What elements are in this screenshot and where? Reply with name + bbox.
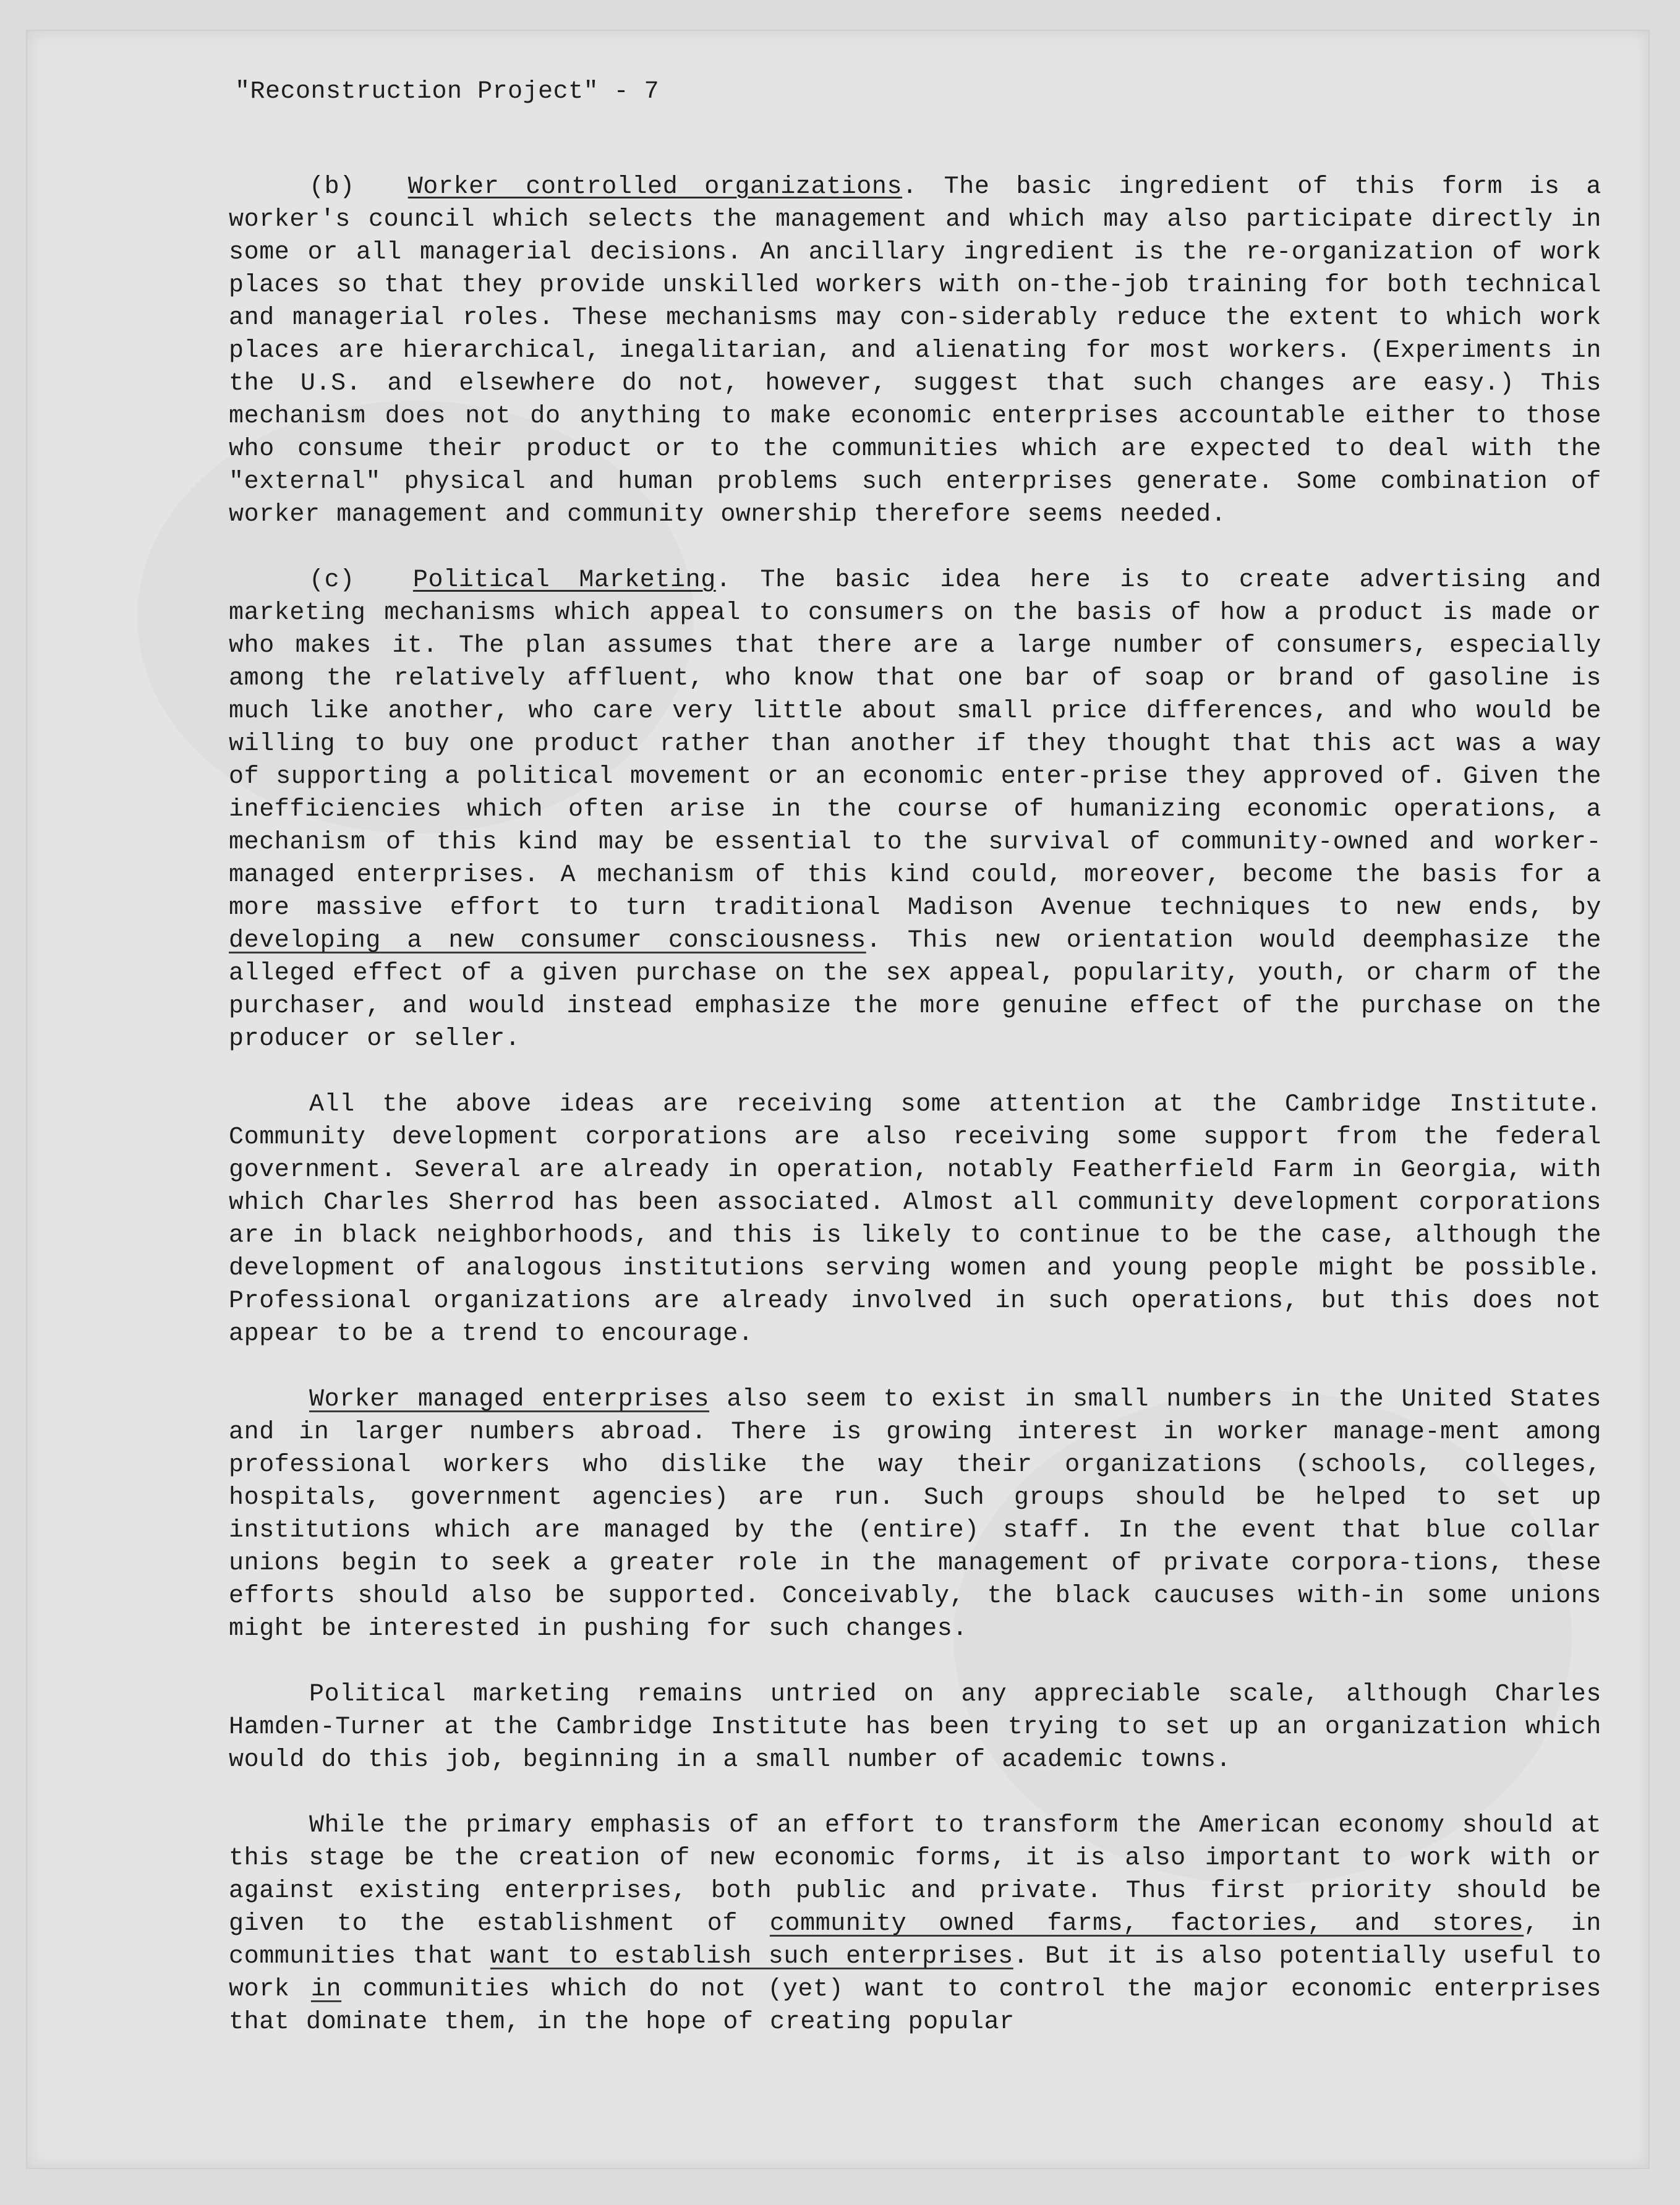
paragraph-text: , in communities that: [229, 1910, 1602, 1971]
paragraph-text: . But it is also potentially useful to work: [229, 1943, 1601, 2003]
paragraph-text: Political marketing remains untried on any appreciable scale, although Charles Hamden-Turner at the Cambridge Institute has been trying to set up an organization which would do this job, beginning in a small number of academic towns.: [229, 1681, 1601, 1774]
paragraph-above-ideas: [229, 1088, 1601, 1350]
handwritten-underline-text: community owned farms, factories, and stores: [769, 1910, 1524, 1938]
paragraph-text: . This new orientation would deemphasize the alleged effect of a given purchase on the sex appeal, popularity, youth, or charm of the purchaser, and would instead emphasize the more genuine effect of the purchase on the producer or seller.: [229, 927, 1601, 1053]
section-heading: Worker controlled organizations: [407, 173, 903, 201]
paragraph-text: communities which do not (yet) want to control the major economic enterprises that dominate them, in the hope of creating popular: [229, 1976, 1601, 2036]
handwritten-underline-text: developing a new consumer consciousness: [229, 927, 866, 955]
paragraph-marker: (b): [309, 173, 355, 201]
handwritten-underline-text: in: [310, 1976, 342, 2003]
paragraph-text: While the primary emphasis of an effort to transform the American economy should at this stage be the creation of new economic forms, it is also important to work with or against existing enterprises, both public and private. Thus first priority should be given to the establishment of: [229, 1812, 1601, 1938]
paragraph-primary-emphasis: [229, 1809, 1601, 2039]
handwritten-underline-text: Worker managed enterprises: [309, 1386, 710, 1414]
paragraph-worker-managed: [229, 1383, 1601, 1645]
document-page: [26, 30, 1650, 2169]
document-body: [229, 171, 1601, 2039]
paragraph-text: . The basic ingredient of this form is a worker's council which selects the management and which may also participate directly in some or all managerial decisions. An ancillary ingredient is the re-organization of work places so that they provide unskilled workers with on-the-job training for both technical and managerial roles. These mechanisms may con-siderably reduce the extent to which work places are hierarchical, inegalitarian, and alienating for most workers. (Experiments in the U.S. and elsewhere do not, however, suggest that such changes are easy.) This mechanism does not do anything to make economic enterprises accountable either to those who consume their product or to the communities which are expected to deal with the "external" physical and human problems such enterprises generate. Some combination of worker management and community ownership therefore seems needed.: [229, 173, 1601, 529]
paragraph-political-marketing-def: [229, 564, 1601, 1056]
handwritten-underline-text: want to establish such enterprises: [490, 1943, 1013, 1971]
paragraph-marker: (c): [309, 566, 355, 594]
paragraph-political-marketing: [229, 1678, 1601, 1776]
paragraph-text: All the above ideas are receiving some attention at the Cambridge Institute. Community development corporations are also receiving some support from the federal government. Several are already in operation, notably Featherfield Farm in Georgia, with which Charles Sherrod has been associated. Almost all community development corporations are in black neighborhoods, and this is likely to continue to be the case, although the development of analogous institutions serving women and young people might be possible. Professional organizations are already involved in such operations, but this does not appear to be a trend to encourage.: [229, 1091, 1601, 1348]
paragraph-text: . The basic idea here is to create advertising and marketing mechanisms which appeal to consumers on the basis of how a product is made or who makes it. The plan assumes that there are a large number of consumers, especially among the relatively affluent, who know that one bar of soap or brand of gasoline is much like another, who care very little about small price differences, and who would be willing to buy one product rather than another if they thought that this act was a way of supporting a political movement or an economic enter-prise they approved of. Given the inefficiencies which often arise in the course of humanizing economic operations, a mechanism of this kind may be essential to the survival of community-owned and worker-managed enterprises. A mechanism of this kind could, moreover, become the basis for a more massive effort to turn traditional Madison Avenue techniques to new ends, by: [229, 566, 1601, 922]
paragraph-text: also seem to exist in small numbers in the United States and in larger numbers abroad. There is growing interest in worker manage-ment among professional workers who dislike the way their organizations (schools, colleges, hospitals, government agencies) are run. Such groups should be helped to set up institutions which are managed by the (entire) staff. In the event that blue collar unions begin to seek a greater role in the management of private corpora-tions, these efforts should also be supported. Conceivably, the black caucuses with-in some unions might be interested in pushing for such changes.: [229, 1386, 1601, 1643]
paragraph-worker-controlled: [229, 171, 1601, 531]
section-heading: Political Marketing: [412, 566, 716, 594]
page-header: "Reconstruction Project" - 7: [235, 78, 660, 106]
